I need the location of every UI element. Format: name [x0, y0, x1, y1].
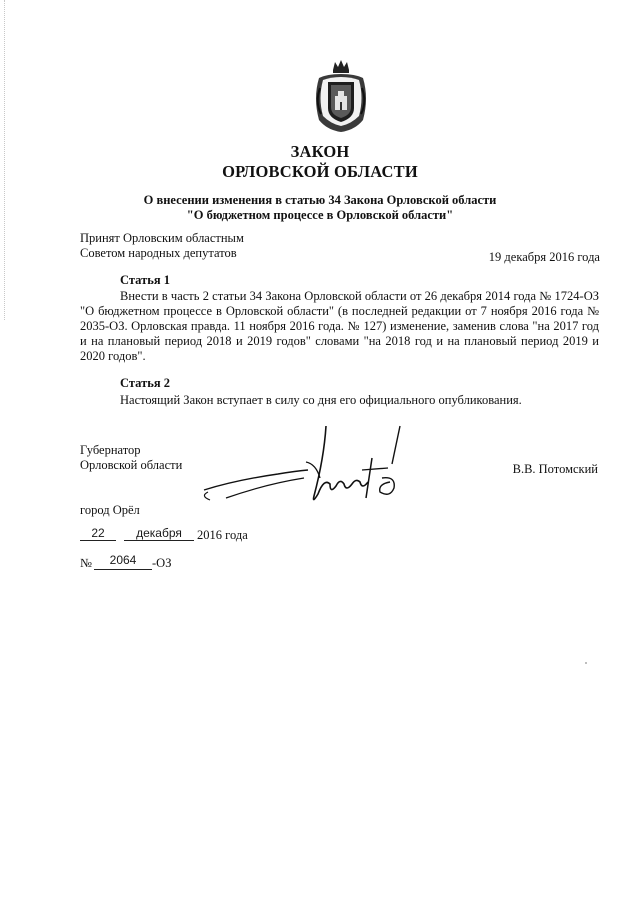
scan-speck — [585, 662, 587, 664]
day-underline — [80, 540, 116, 541]
signing-day: 22 — [91, 526, 105, 540]
adoption-date: 19 декабря 2016 года — [488, 250, 600, 264]
signing-year: 2016 года — [197, 528, 248, 542]
signatory-position-line2: Орловской области — [80, 458, 183, 472]
article-2-text: Настоящий Закон вступает в силу со дня его официального опубликования. — [120, 393, 522, 407]
law-number: 2064 — [109, 553, 137, 567]
article-1-text: Внести в часть 2 статьи 34 Закона Орловской области от 26 декабря 2014 года № 1724-ОЗ "О бюджетном процессе в Орловской области" (в последней редакции от 7 ноября 2016 года № 2035-ОЗ. Орловская правда. 11 ноября 2016 года. № 127) изменение, заменив слова "на 2017 год и на плановый период 2018 и 2019 годов" словами "на 2018 год и на плановый период 2019 и 2020 годов". — [80, 289, 599, 363]
number-sign: № — [80, 556, 92, 570]
signing-month: декабря — [136, 526, 182, 540]
document-type-title: ЗАКОН — [290, 142, 350, 161]
law-subject-line1: О внесении изменения в статью 34 Закона Орловской области — [143, 193, 497, 207]
signatory-name: В.В. Потомский — [512, 462, 598, 476]
law-subject-line2: "О бюджетном процессе в Орловской области" — [186, 208, 454, 222]
coat-of-arms-icon — [311, 58, 371, 134]
number-suffix: -ОЗ — [152, 556, 172, 570]
month-underline — [124, 540, 194, 541]
signature-icon — [196, 418, 408, 518]
adopted-by-line1: Принят Орловским областным — [80, 231, 244, 245]
article-1-heading: Статья 1 — [120, 273, 170, 287]
adopted-by-line2: Советом народных депутатов — [80, 246, 237, 260]
city: город Орёл — [80, 503, 140, 517]
region-title: ОРЛОВСКОЙ ОБЛАСТИ — [222, 162, 418, 181]
signatory-position-line1: Губернатор — [80, 443, 141, 457]
number-underline — [94, 569, 152, 570]
article-2-heading: Статья 2 — [120, 376, 170, 390]
